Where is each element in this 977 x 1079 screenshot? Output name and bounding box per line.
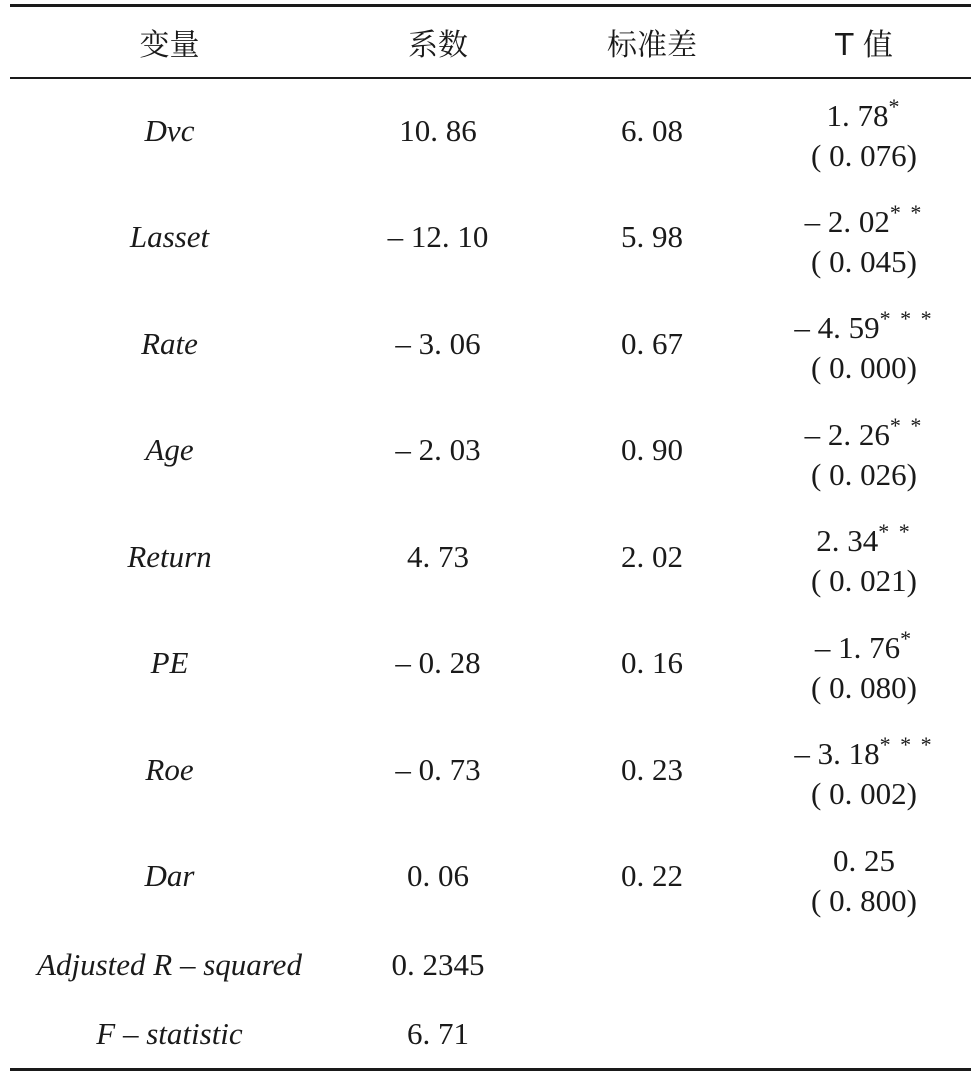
std-error-cell: 5. 98: [621, 219, 683, 255]
p-value: ( 0. 080): [811, 669, 917, 705]
table-row: [10, 291, 971, 398]
stat-row-f-statistic: [10, 1000, 971, 1070]
t-value-cell: [757, 717, 971, 824]
table-row: [10, 610, 971, 717]
coefficient-cell: – 12. 10: [387, 219, 489, 255]
header-coefficient: 系数: [408, 27, 468, 63]
p-value: ( 0. 045): [811, 243, 917, 279]
regression-table: [10, 4, 971, 1071]
significance-stars: *: [900, 625, 914, 651]
table-body: [10, 78, 971, 1070]
table-header: [10, 6, 971, 78]
coefficient-cell: 0. 06: [407, 858, 469, 894]
stat-label: F – statistic: [96, 1015, 243, 1051]
t-value: – 3. 18: [794, 736, 880, 772]
std-error-cell: 0. 90: [621, 432, 683, 468]
header-row: [10, 6, 971, 78]
significance-stars: * *: [889, 199, 924, 225]
empty-cell: [547, 930, 757, 1000]
p-value: ( 0. 076): [811, 137, 917, 173]
std-error-cell: 0. 22: [621, 858, 683, 894]
stat-value: 0. 2345: [391, 946, 485, 982]
coefficient-cell: – 2. 03: [395, 432, 481, 468]
t-value: 2. 34: [816, 523, 879, 559]
significance-stars: * *: [878, 519, 912, 545]
empty-cell: [547, 1000, 757, 1070]
significance-stars: *: [888, 93, 902, 119]
coefficient-cell: – 3. 06: [395, 325, 481, 361]
t-value: – 2. 26: [804, 416, 890, 452]
t-value: – 2. 02: [804, 203, 890, 239]
p-value: ( 0. 002): [811, 776, 917, 812]
std-error-cell: 0. 16: [621, 645, 683, 681]
empty-cell: [757, 1000, 971, 1070]
significance-stars: * * *: [879, 732, 934, 758]
t-value: 1. 78: [826, 97, 889, 133]
t-value-cell: [757, 184, 971, 291]
p-value: ( 0. 800): [811, 882, 917, 918]
t-value: – 4. 59: [794, 310, 880, 346]
stat-row-adjusted-r-squared: [10, 930, 971, 1000]
std-error-cell: 2. 02: [621, 538, 683, 574]
coefficient-cell: 10. 86: [399, 113, 477, 149]
table-row: [10, 184, 971, 291]
header-std-error: 标准差: [607, 27, 697, 63]
variable-cell: Roe: [145, 751, 194, 787]
variable-cell: Dvc: [144, 113, 195, 149]
t-value-cell: [757, 610, 971, 717]
coefficient-cell: – 0. 73: [395, 751, 481, 787]
table-row: [10, 717, 971, 824]
table-row: [10, 504, 971, 611]
coefficient-cell: 4. 73: [407, 538, 469, 574]
t-value-cell: [757, 397, 971, 504]
variable-cell: Age: [145, 432, 194, 468]
table-row: [10, 397, 971, 504]
std-error-cell: 0. 23: [621, 751, 683, 787]
variable-cell: Rate: [141, 325, 198, 361]
variable-cell: PE: [150, 645, 189, 681]
stat-label: Adjusted R – squared: [37, 946, 302, 982]
table-row: [10, 78, 971, 185]
p-value: ( 0. 026): [811, 456, 917, 492]
std-error-cell: 6. 08: [621, 113, 683, 149]
variable-cell: Lasset: [129, 219, 210, 255]
std-error-cell: 0. 67: [621, 325, 683, 361]
header-variable: 变量: [139, 27, 200, 63]
significance-stars: * *: [889, 412, 924, 438]
empty-cell: [757, 930, 971, 1000]
t-value-cell: [757, 291, 971, 398]
t-value: – 1. 76: [814, 629, 901, 665]
coefficient-cell: – 0. 28: [395, 645, 481, 681]
header-t-value: T 值: [835, 27, 893, 63]
t-value-cell: [757, 504, 971, 611]
table-row: [10, 823, 971, 930]
t-value-cell: [757, 78, 971, 185]
p-value: ( 0. 021): [811, 563, 917, 599]
p-value: ( 0. 000): [811, 350, 917, 386]
variable-cell: Return: [127, 538, 212, 574]
significance-stars: * * *: [879, 306, 934, 332]
stat-value: 6. 71: [407, 1015, 469, 1051]
variable-cell: Dar: [144, 858, 195, 894]
t-value: 0. 25: [833, 842, 895, 878]
t-value-cell: [757, 823, 971, 930]
